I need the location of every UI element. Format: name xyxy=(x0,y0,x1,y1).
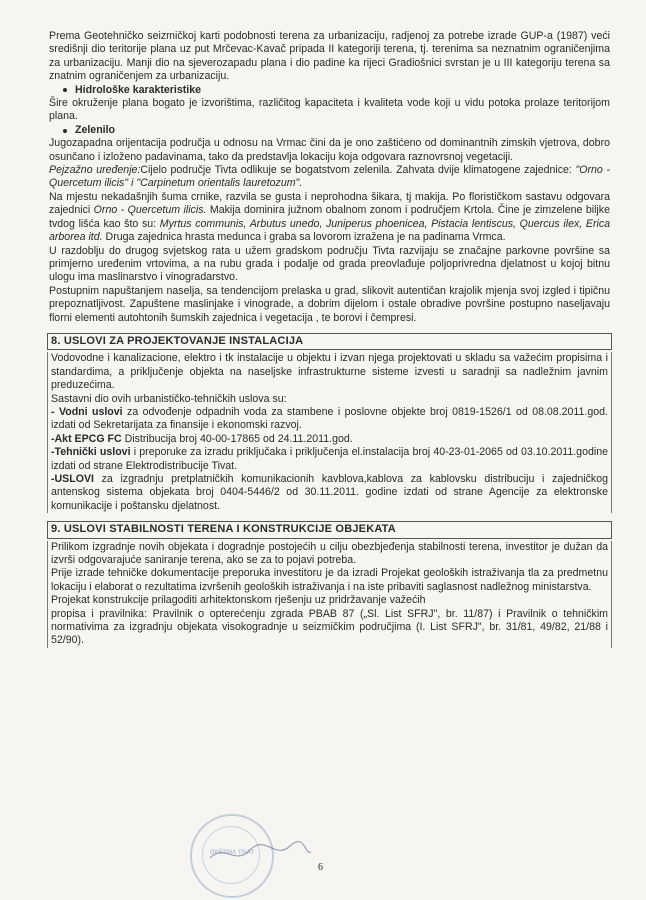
stamp-text: OPŠTINA TIVAT xyxy=(209,850,255,856)
item-1-text: za odvođenje odpadnih voda za stambene i poslovne objekte broj 0819-1526/1 od 08.08.2011.god. izdati od Sekretarijata za finansije i ekonomski razvoj. xyxy=(51,405,608,432)
maquis-text-a: Na mjestu nekadašnjih šuma crnike, razvila se gusta i neprohodna šikara, tj makija. Po florističkom sastavu odgovara zajednici xyxy=(49,190,610,217)
item-2-text: Distribucija broj 40-00-17865 od 24.11.2011.god. xyxy=(121,432,353,445)
greenery-paragraph-2 xyxy=(49,164,610,191)
section-8-item-4 xyxy=(51,473,608,513)
greenery-paragraph-1: Jugozapadna orijentacija područja u odnosu na Vrmac čini da je ono zaštićeno od dominantnih zimskih vjetrova, dobro osunčano i izloženo padavinama, tako da predstavlja lokaciju koja odgovara raznovrsnoj vegetaciji. xyxy=(49,137,610,163)
item-4-text: za izgradnju pretplatničkih komunikacionih kavblova,kablova za kablovsku distribuciju i zajedničkog antenskog sistema objekata broj 0404-5446/2 od 30.11.2011. godine izdati od strane Agencije za elektronske komunikacije i poštansku djelatnost. xyxy=(51,473,608,512)
section-9-body xyxy=(47,541,612,648)
landscape-text: Cijelo područje Tivta odlikuje se bogatstvom zelenila. Zahvata dvije klimatogene zajednice: xyxy=(140,164,576,177)
maquis-species-b: Myrtus communis, Arbutus unedo, Juniperus phoenicea, Pistacia lentiscus, Quercus ilex, Erica arborea itd. xyxy=(49,217,611,244)
item-1-label: - Vodni uslovi xyxy=(51,405,123,418)
landscape-label: Pejzažno uređenje: xyxy=(49,164,141,177)
bullet-icon xyxy=(63,129,67,133)
section-9-paragraph-2: Prije izrade tehničke dokumentacije preporuka investitoru je da izradi Projekat geoloških istraživanja tla za predmetnu lokaciju i elaborat o rezultatima izvršenih geoloških istraživanja i na iste pribaviti saglasnost nadležnog ministarstva. xyxy=(51,567,608,593)
page-number: 6 xyxy=(318,862,323,873)
maquis-text-c: Druga zajednica hrasta medunca i graba sa lovorom izražena je na padinama Vrmca. xyxy=(102,231,506,244)
page-content xyxy=(49,30,610,648)
maquis-species-a: Orno - Quercetum ilicis. xyxy=(93,204,207,217)
greenery-paragraph-5: Postupnim napuštanjem naselja, sa tendencijom prelaska u grad, slikovit autentičan krajolik mjenja svoj izgled i tipičnu prepoznatljivost. Zapuštene maslinjake i vinograde, a dobrim dijelom i ostale obradive površine postupno naseljavaju florni elementi autohtonih šumskih zajednica i vegetacija , te borovi i čempresi. xyxy=(49,284,610,324)
greenery-paragraph-4: U razdoblju do drugog svjetskog rata u užem gradskom području Tivta razvijaju se značajne parkovne površine sa primjerno uređenim vrtovima, a na rubu grada i podalje od grada preovlađuje poljoprivredna djelatnost u kojoj bitnu ulogu ima maslinarstvo i vinogradarstvo. xyxy=(49,244,610,284)
greenery-paragraph-3 xyxy=(49,191,610,245)
hydro-heading xyxy=(49,84,610,97)
item-3-text: i preporuke za izradu priključaka i priključenja el.instalacija broj 40-23-01-2065 od 03.10.2011.godine izdati od strane Elektrodistribucije Tivat. xyxy=(51,446,608,472)
section-9-header: 9. USLOVI STABILNOSTI TERENA I KONSTRUKCIJE OBJEKATA xyxy=(47,521,612,538)
hydro-title: Hidrološke karakteristike xyxy=(75,83,202,96)
section-9-paragraph-4: propisa i pravilnika: Pravilnik o opterećenju zgrada PBAB 87 („Sl. List SFRJ", br. 11/87) i Pravilnik o tehničkim normativima za izgradnju objekata visokogradnje u seizmičkim područjima (I. List SFRJ", br. 31/81, 49/82, 21/88 i 52/90). xyxy=(51,607,608,647)
greenery-heading xyxy=(49,124,610,137)
intro-paragraph: Prema Geotehničko seizmičkoj karti podobnosti terena za urbanizaciju, radjenoj za potrebe izrade GUP-a (1987) veći središnji dio teritorije plana uz put Mrčevac-Kavač pripada II kategoriji terena, tj. terenima sa neznatnim ograničenjima za urbanizaciju. Manji dio na sjeverozapadu plana i dio padine ka rijeci Gradiošnici svrstan je u III kategoriju terena sa znatnim ograničenjem za urbanizaciju. xyxy=(49,30,610,83)
section-8-paragraph-1: Vodovodne i kanalizacione, elektro i tk instalacije u objektu i izvan njega projektovati u skladu sa važećim propisima i standardima, a priključenje objekta na naseljske infrastrukturne sisteme izvesti u saradnji sa nadležnim javnim preduzećima. xyxy=(51,352,608,392)
bullet-icon xyxy=(63,88,67,92)
maquis-text-b: Makija dominira južnom obalnom zonom i područjem Krtola. Čine je zimzelene biljke tvdog lišća kao što su: xyxy=(49,204,610,230)
section-8-body xyxy=(47,352,612,513)
section-8-header: 8. USLOVI ZA PROJEKTOVANJE INSTALACIJA xyxy=(47,333,612,350)
section-8-item-2 xyxy=(51,433,608,446)
section-9-paragraph-3: Projekat konstrukcije prilagoditi arhitektonskom rješenju uz pridržavanje važećih xyxy=(51,594,426,607)
section-8-item-3 xyxy=(51,446,608,473)
greenery-title: Zelenilo xyxy=(75,123,116,136)
landscape-species: "Orno - Quercetum ilicis" i "Carpinetum orientalis lauretozum". xyxy=(49,164,610,190)
item-4-label: -USLOVI xyxy=(51,473,94,485)
item-2-label: -Akt EPCG FC xyxy=(51,432,122,445)
hydro-paragraph: Šire okruženje plana bogato je izvorištima, različitog kapaciteta i kvaliteta vode koji u vidu potoka prolaze teritorijom plana. xyxy=(49,97,610,123)
section-9-paragraph-1: Prilikom izgradnje novih objekata i dogradnje postojećih u cilju obezbjeđenja stabilnosti terena, investitor je dužan da izvrši odgovarajuće saniranje terena, ako se za to pojavi potreba. xyxy=(51,540,608,567)
item-3-label: -Tehnički uslovi xyxy=(51,446,131,459)
signature xyxy=(205,838,315,868)
section-8-paragraph-2: Sastavni dio ovih urbanističko-tehničkih uslova su: xyxy=(51,392,287,405)
section-8-item-1 xyxy=(51,406,608,433)
